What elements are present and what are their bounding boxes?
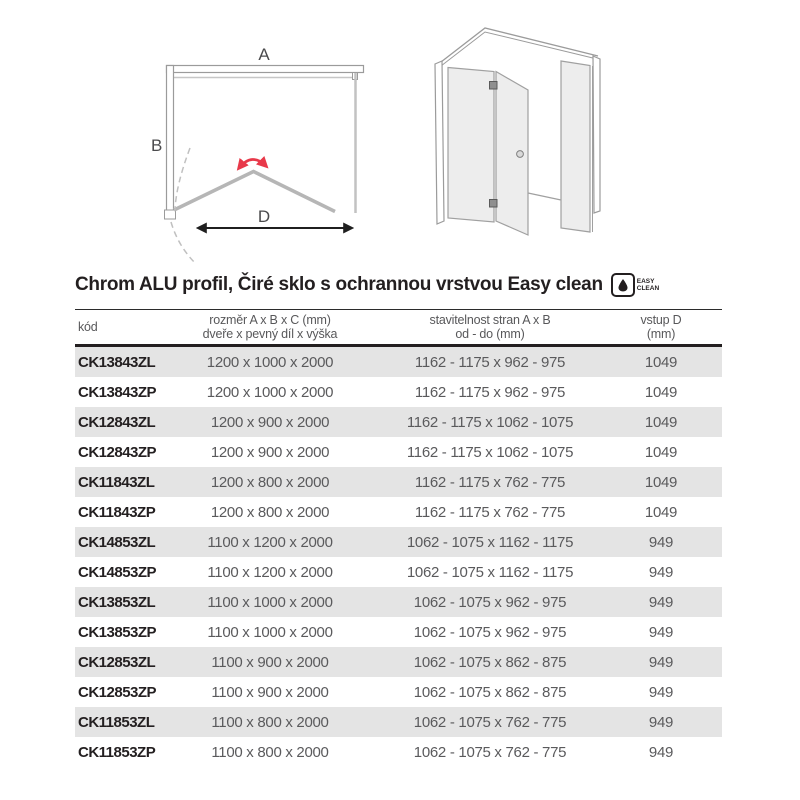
- cell-rozmer: 1200 x 900 x 2000: [210, 443, 330, 461]
- droplet-icon: [611, 273, 635, 297]
- right-fixed-panel: [561, 61, 590, 232]
- cell-stavitelnost: 1062 - 1075 x 862 - 875: [413, 653, 567, 671]
- swing-direction-arrow-icon: [239, 159, 266, 168]
- left-fixed-panel: [448, 68, 494, 223]
- table-body: [75, 347, 722, 767]
- column-header-rozmer: [160, 313, 380, 341]
- cell-stavitelnost: 1162 - 1175 x 1062 - 1075: [406, 413, 574, 431]
- cell-rozmer: 1100 x 1200 x 2000: [207, 563, 333, 581]
- table-row: [75, 647, 722, 677]
- cell-kod: CK12853ZL: [78, 653, 156, 671]
- column-header-stavitelnost-line1: stavitelnost stran A x B: [429, 313, 551, 327]
- cell-kod: CK13843ZL: [78, 353, 156, 371]
- column-header-vstup-line1: vstup D: [640, 313, 682, 327]
- table-row: [75, 407, 722, 437]
- left-wall-profile: [435, 61, 444, 224]
- doorway-floor-line: [528, 193, 561, 200]
- cell-vstup: 949: [648, 653, 674, 671]
- table-row: [75, 617, 722, 647]
- column-header-vstup: [600, 313, 722, 341]
- table-row: [75, 707, 722, 737]
- cell-vstup: 949: [648, 683, 674, 701]
- column-header-kod-line1: kód: [78, 320, 98, 334]
- column-header-rozmer-line1: rozměr A x B x C (mm): [209, 313, 331, 327]
- cell-stavitelnost: 1162 - 1175 x 1062 - 1075: [406, 443, 574, 461]
- dim-label-b: B: [151, 136, 163, 155]
- cell-rozmer: 1100 x 800 x 2000: [211, 713, 329, 731]
- cell-stavitelnost: 1062 - 1075 x 862 - 875: [413, 683, 567, 701]
- cell-vstup: 949: [648, 593, 674, 611]
- top-view-svg: [140, 25, 380, 270]
- cell-vstup: 1049: [644, 473, 678, 491]
- spec-table: [75, 309, 722, 767]
- wall-profile-b-foot: [165, 210, 176, 219]
- cell-vstup: 949: [648, 713, 674, 731]
- easy-clean-label: [637, 278, 659, 292]
- cell-vstup: 1049: [644, 503, 678, 521]
- diagram-3d-view: [410, 15, 670, 265]
- cell-rozmer: 1100 x 800 x 2000: [211, 743, 329, 761]
- right-wall-profile: [593, 56, 600, 213]
- table-row: [75, 467, 722, 497]
- cell-kod: CK12853ZP: [78, 683, 157, 701]
- column-header-stavitelnost: [380, 313, 600, 341]
- cell-rozmer: 1100 x 1000 x 2000: [207, 623, 333, 641]
- table-header: [75, 309, 722, 347]
- hinge-bottom-icon: [490, 200, 498, 208]
- cell-kod: CK11853ZP: [78, 743, 156, 761]
- cell-stavitelnost: 1062 - 1075 x 1162 - 1175: [406, 563, 574, 581]
- cell-rozmer: 1100 x 900 x 2000: [211, 653, 329, 671]
- cell-vstup: 1049: [644, 443, 678, 461]
- cell-rozmer: 1200 x 1000 x 2000: [206, 383, 334, 401]
- cell-kod: CK14853ZL: [78, 533, 156, 551]
- enclosure-3d-svg: [410, 15, 670, 265]
- cell-kod: CK11843ZL: [78, 473, 155, 491]
- table-row: [75, 587, 722, 617]
- cell-vstup: 949: [648, 623, 674, 641]
- door-knob-icon: [517, 151, 524, 158]
- hinge-top-icon: [490, 82, 498, 90]
- easy-clean-label-line1: EASY: [636, 278, 655, 285]
- cell-stavitelnost: 1062 - 1075 x 762 - 775: [413, 713, 567, 731]
- cell-stavitelnost: 1162 - 1175 x 962 - 975: [414, 383, 566, 401]
- column-header-stavitelnost-line2: od - do (mm): [455, 327, 525, 341]
- cell-kod: CK13843ZP: [78, 383, 157, 401]
- cell-kod: CK11843ZP: [78, 503, 156, 521]
- cell-kod: CK12843ZP: [78, 443, 157, 461]
- wall-profile-b: [167, 66, 174, 219]
- diagram-top-view: [140, 25, 380, 270]
- cell-rozmer: 1200 x 900 x 2000: [210, 413, 330, 431]
- easy-clean-label-line2: CLEAN: [636, 285, 660, 292]
- table-row: [75, 347, 722, 377]
- table-row: [75, 677, 722, 707]
- cell-kod: CK11853ZL: [78, 713, 155, 731]
- cell-rozmer: 1200 x 800 x 2000: [210, 473, 330, 491]
- title-row: [75, 272, 735, 298]
- cell-rozmer: 1200 x 800 x 2000: [210, 503, 330, 521]
- open-doors-line: [174, 172, 335, 212]
- cell-stavitelnost: 1062 - 1075 x 962 - 975: [413, 593, 567, 611]
- cell-rozmer: 1100 x 1200 x 2000: [207, 533, 333, 551]
- wall-profile-a: [167, 66, 364, 73]
- cell-kod: CK13853ZL: [78, 593, 156, 611]
- cell-kod: CK14853ZP: [78, 563, 157, 581]
- top-frame-outer: [441, 28, 598, 62]
- column-header-rozmer-line2: dveře x pevný díl x výška: [202, 327, 338, 341]
- cell-vstup: 949: [648, 563, 674, 581]
- cell-rozmer: 1200 x 1000 x 2000: [206, 353, 334, 371]
- cell-kod: CK12843ZL: [78, 413, 156, 431]
- dim-label-d: D: [257, 207, 271, 226]
- cell-kod: CK13853ZP: [78, 623, 157, 641]
- cell-rozmer: 1100 x 900 x 2000: [211, 683, 329, 701]
- cell-stavitelnost: 1062 - 1075 x 762 - 775: [413, 743, 567, 761]
- table-row: [75, 497, 722, 527]
- cell-stavitelnost: 1162 - 1175 x 962 - 975: [414, 353, 566, 371]
- cell-vstup: 1049: [644, 353, 678, 371]
- door-swing-arc-upper: [175, 148, 190, 210]
- column-header-vstup-line2: (mm): [646, 327, 676, 341]
- cell-rozmer: 1100 x 1000 x 2000: [207, 593, 333, 611]
- easy-clean-badge: [611, 273, 659, 297]
- cell-stavitelnost: 1062 - 1075 x 962 - 975: [413, 623, 567, 641]
- cell-vstup: 1049: [644, 383, 678, 401]
- table-row: [75, 377, 722, 407]
- table-row: [75, 737, 722, 767]
- table-row: [75, 437, 722, 467]
- table-row: [75, 557, 722, 587]
- cell-vstup: 1049: [644, 413, 678, 431]
- cell-stavitelnost: 1162 - 1175 x 762 - 775: [414, 473, 566, 491]
- top-frame-inner: [441, 32, 597, 66]
- cell-stavitelnost: 1162 - 1175 x 762 - 775: [414, 503, 566, 521]
- cell-stavitelnost: 1062 - 1075 x 1162 - 1175: [406, 533, 574, 551]
- table-row: [75, 527, 722, 557]
- door-swing-arc-lower: [171, 222, 196, 264]
- page-title: Chrom ALU profil, Čiré sklo s ochrannou vrstvou Easy clean: [75, 274, 603, 295]
- cell-vstup: 949: [648, 533, 674, 551]
- dim-label-a: A: [258, 45, 270, 64]
- cell-vstup: 949: [648, 743, 674, 761]
- column-header-kod: [75, 320, 160, 334]
